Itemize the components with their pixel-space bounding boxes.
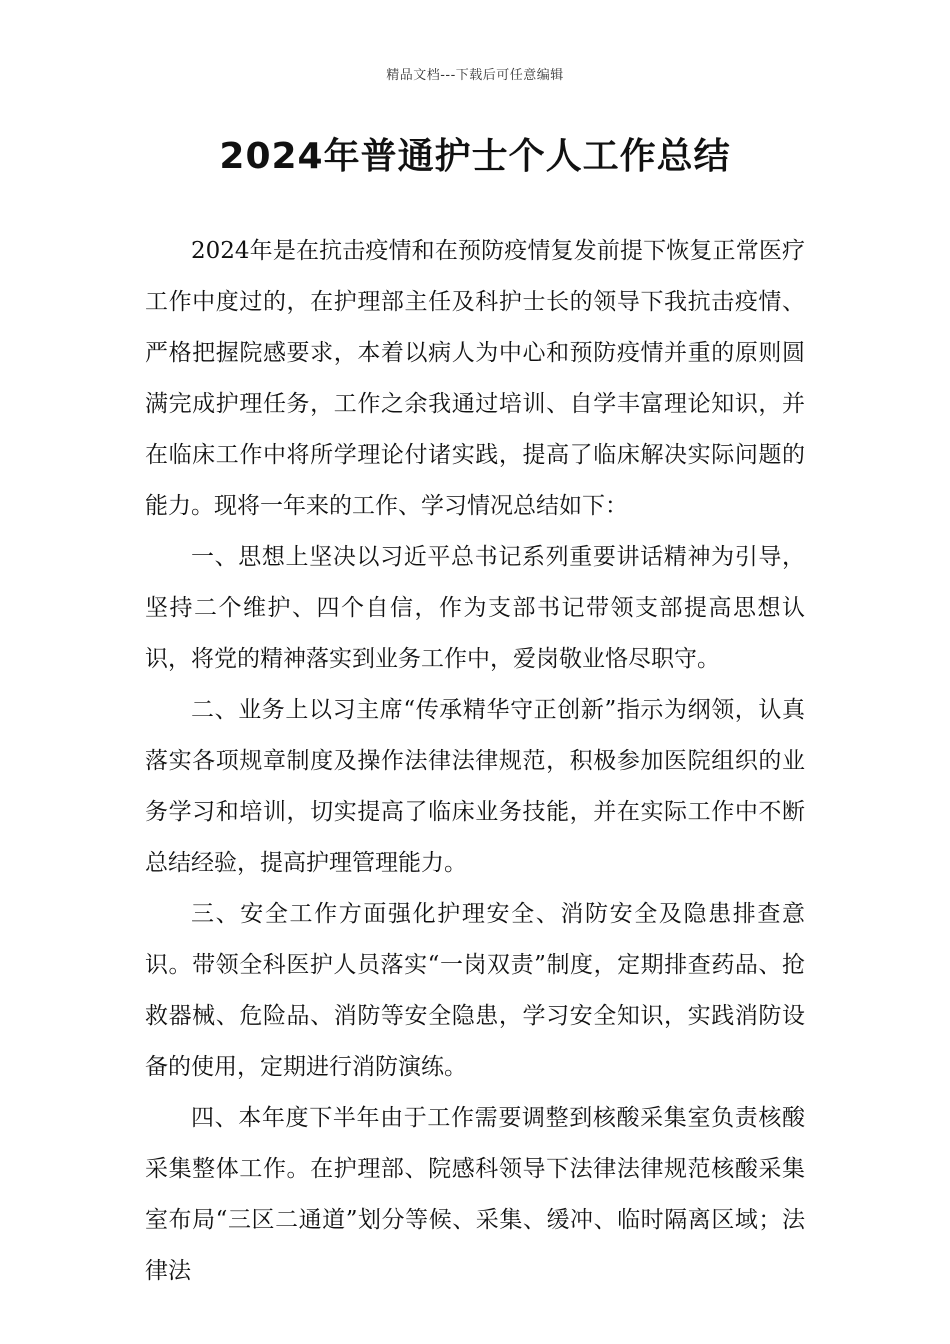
page-header: 精品文档---下载后可任意编辑	[386, 68, 564, 83]
document-body	[145, 226, 805, 1297]
paragraph-2: 二、业务上以习主席“传承精华守正创新”指示为纲领，认真落实各项规章制度及操作法律法律规范，积极参加医院组织的业务学习和培训，切实提高了临床业务技能，并在实际工作中不断总结经验，提高护理管理能力。	[145, 697, 805, 876]
paragraph-1: 一、思想上坚决以习近平总书记系列重要讲话精神为引导，坚持二个维护、四个自信，作为支部书记带领支部提高思想认识，将党的精神落实到业务工作中，爱岗敬业恪尽职守。	[145, 544, 805, 672]
paragraph-intro: 2024年是在抗击疫情和在预防疫情复发前提下恢复正常医疗工作中度过的，在护理部主任及科护士长的领导下我抗击疫情、严格把握院感要求，本着以病人为中心和预防疫情并重的原则圆满完成护理任务，工作之余我通过培训、自学丰富理论知识，并在临床工作中将所学理论付诸实践，提高了临床解决实际问题的能力。现将一年来的工作、学习情况总结如下：	[145, 238, 805, 519]
document-title: 2024年普通护士个人工作总结	[219, 136, 731, 177]
paragraph-4: 四、本年度下半年由于工作需要调整到核酸采集室负责核酸采集整体工作。在护理部、院感科领导下法律法律规范核酸采集室布局“三区二通道”划分等候、采集、缓冲、临时隔离区域；法律法	[145, 1105, 805, 1284]
paragraph-3: 三、安全工作方面强化护理安全、消防安全及隐患排查意识。带领全科医护人员落实“一岗双责”制度，定期排查药品、抢救器械、危险品、消防等安全隐患，学习安全知识，实践消防设备的使用，定期进行消防演练。	[145, 901, 805, 1080]
